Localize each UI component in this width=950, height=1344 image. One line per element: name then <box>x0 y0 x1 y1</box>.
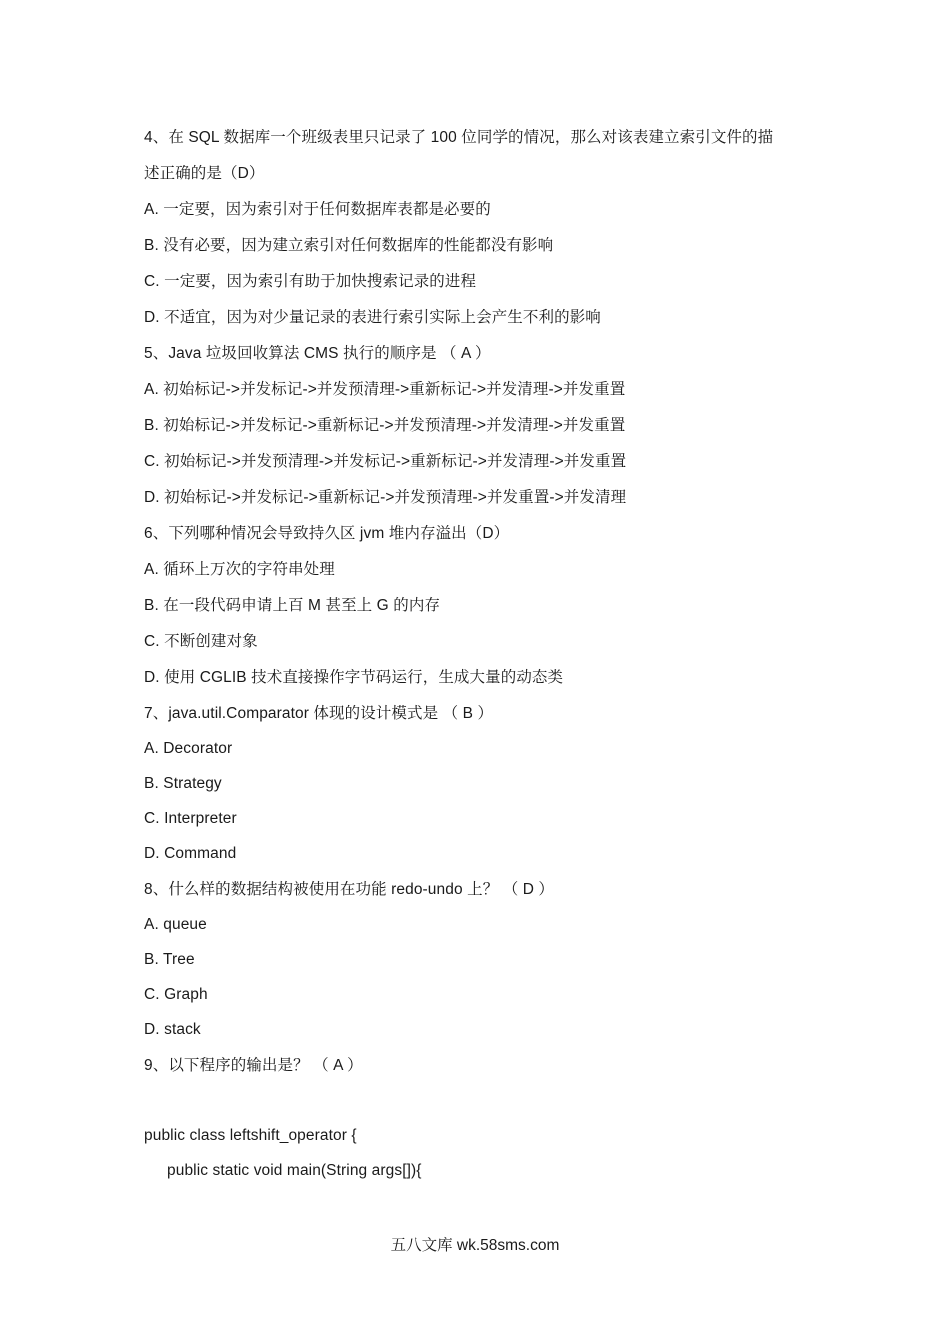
question-8-option-a: A. queue <box>144 916 207 933</box>
question-6-option-b: B. 在一段代码申请上百 M 甚至上 G 的内存 <box>144 597 441 614</box>
question-6-stem: 6、下列哪种情况会导致持久区 jvm 堆内存溢出（D） <box>144 525 510 542</box>
question-8-option-b: B. Tree <box>144 951 195 968</box>
question-4-stem-line2: 述正确的是（D） <box>144 165 265 182</box>
question-5-option-d: D. 初始标记->并发标记->重新标记->并发预清理->并发重置->并发清理 <box>144 489 627 506</box>
code-line-2: public static void main(String args[]){ <box>167 1162 422 1179</box>
question-7-option-a: A. Decorator <box>144 740 233 757</box>
question-6-option-d: D. 使用 CGLIB 技术直接操作字节码运行，生成大量的动态类 <box>144 669 564 686</box>
question-9-stem: 9、以下程序的输出是？ （ A ） <box>144 1057 363 1074</box>
question-8-stem: 8、什么样的数据结构被使用在功能 redo-undo 上？ （ D ） <box>144 881 555 898</box>
question-5-stem: 5、Java 垃圾回收算法 CMS 执行的顺序是 （ A ） <box>144 345 491 362</box>
question-6-option-c: C. 不断创建对象 <box>144 633 258 650</box>
question-4-stem-line1: 4、在 SQL 数据库一个班级表里只记录了 100 位同学的情况，那么对该表建立索引文件的描 <box>144 129 774 146</box>
question-5-option-a: A. 初始标记->并发标记->并发预清理->重新标记->并发清理->并发重置 <box>144 381 626 398</box>
question-4-option-c: C. 一定要，因为索引有助于加快搜索记录的进程 <box>144 273 477 290</box>
question-5-option-b: B. 初始标记->并发标记->重新标记->并发预清理->并发清理->并发重置 <box>144 417 626 434</box>
question-7-option-d: D. Command <box>144 845 237 862</box>
question-4-option-d: D. 不适宜，因为对少量记录的表进行索引实际上会产生不利的影响 <box>144 309 601 326</box>
page-footer: 五八文库 wk.58sms.com <box>390 1237 560 1254</box>
question-4-option-b: B. 没有必要，因为建立索引对任何数据库的性能都没有影响 <box>144 237 554 254</box>
question-8-option-c: C. Graph <box>144 986 208 1003</box>
question-7-stem: 7、java.util.Comparator 体现的设计模式是 （ B ） <box>144 705 494 722</box>
question-6-option-a: A. 循环上万次的字符串处理 <box>144 561 335 578</box>
question-5-option-c: C. 初始标记->并发预清理->并发标记->重新标记->并发清理->并发重置 <box>144 453 627 470</box>
question-7-option-b: B. Strategy <box>144 775 222 792</box>
question-7-option-c: C. Interpreter <box>144 810 237 827</box>
question-8-option-d: D. stack <box>144 1021 201 1038</box>
code-line-1: public class leftshift_operator { <box>144 1127 357 1144</box>
question-4-option-a: A. 一定要，因为索引对于任何数据库表都是必要的 <box>144 201 491 218</box>
